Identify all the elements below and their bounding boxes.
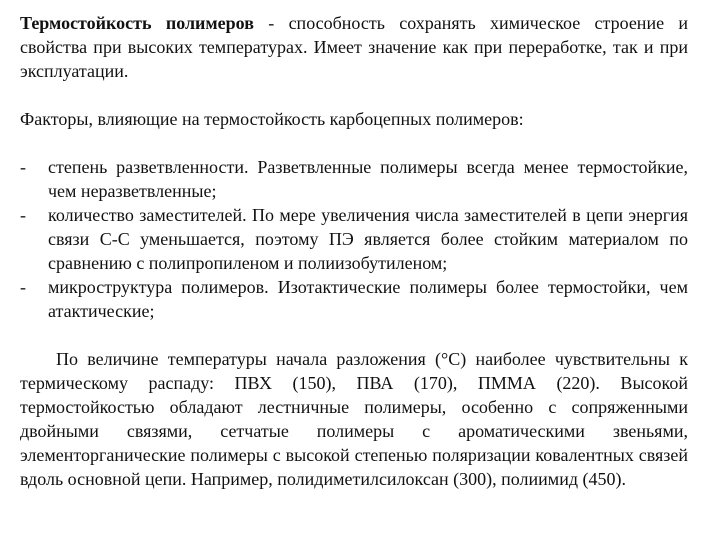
- factor-item: [20, 275, 688, 323]
- list-bullet: -: [20, 205, 26, 225]
- list-bullet: -: [20, 157, 26, 177]
- term-definition: - способность сохранять химическое строение и свойства при высоких температурах. Имеет значение как при переработке, так и при эксплуатации.: [20, 13, 688, 81]
- factor-text: степень разветвленности. Разветвленные полимеры всегда менее термостойкие, чем неразветвленные;: [48, 157, 688, 201]
- slide-content: [20, 11, 688, 491]
- factor-text: микроструктура полимеров. Изотактические полимеры более термостойки, чем атактические;: [48, 277, 688, 321]
- term-heading: Термостойкость полимеров: [20, 13, 254, 33]
- factor-item: [20, 155, 688, 203]
- decomposition-paragraph: По величине температуры начала разложения (°С) наиболее чувствительны к термическому распаду: ПВХ (150), ПВА (170), ПММА (220). Высокой термостойкостью обладают лестничные полимеры, особенно с сопряженными двойными связями, сетчатые полимеры с ароматическими звеньями, элементорганические полимеры с высокой степенью поляризации ковалентных связей вдоль основной цепи. Например, полидиметилсилоксан (300), полиимид (450).: [20, 349, 688, 489]
- factor-text: количество заместителей. По мере увеличения числа заместителей в цепи энергия связи С-С уменьшается, поэтому ПЭ является более стойким материалом по сравнению с полипропиленом и полиизобутиленом;: [48, 205, 688, 273]
- list-bullet: -: [20, 277, 26, 297]
- factors-heading: Факторы, влияющие на термостойкость карбоцепных полимеров:: [20, 109, 524, 129]
- factor-item: [20, 203, 688, 275]
- factors-list: [20, 155, 688, 323]
- intro-paragraph: [20, 11, 688, 83]
